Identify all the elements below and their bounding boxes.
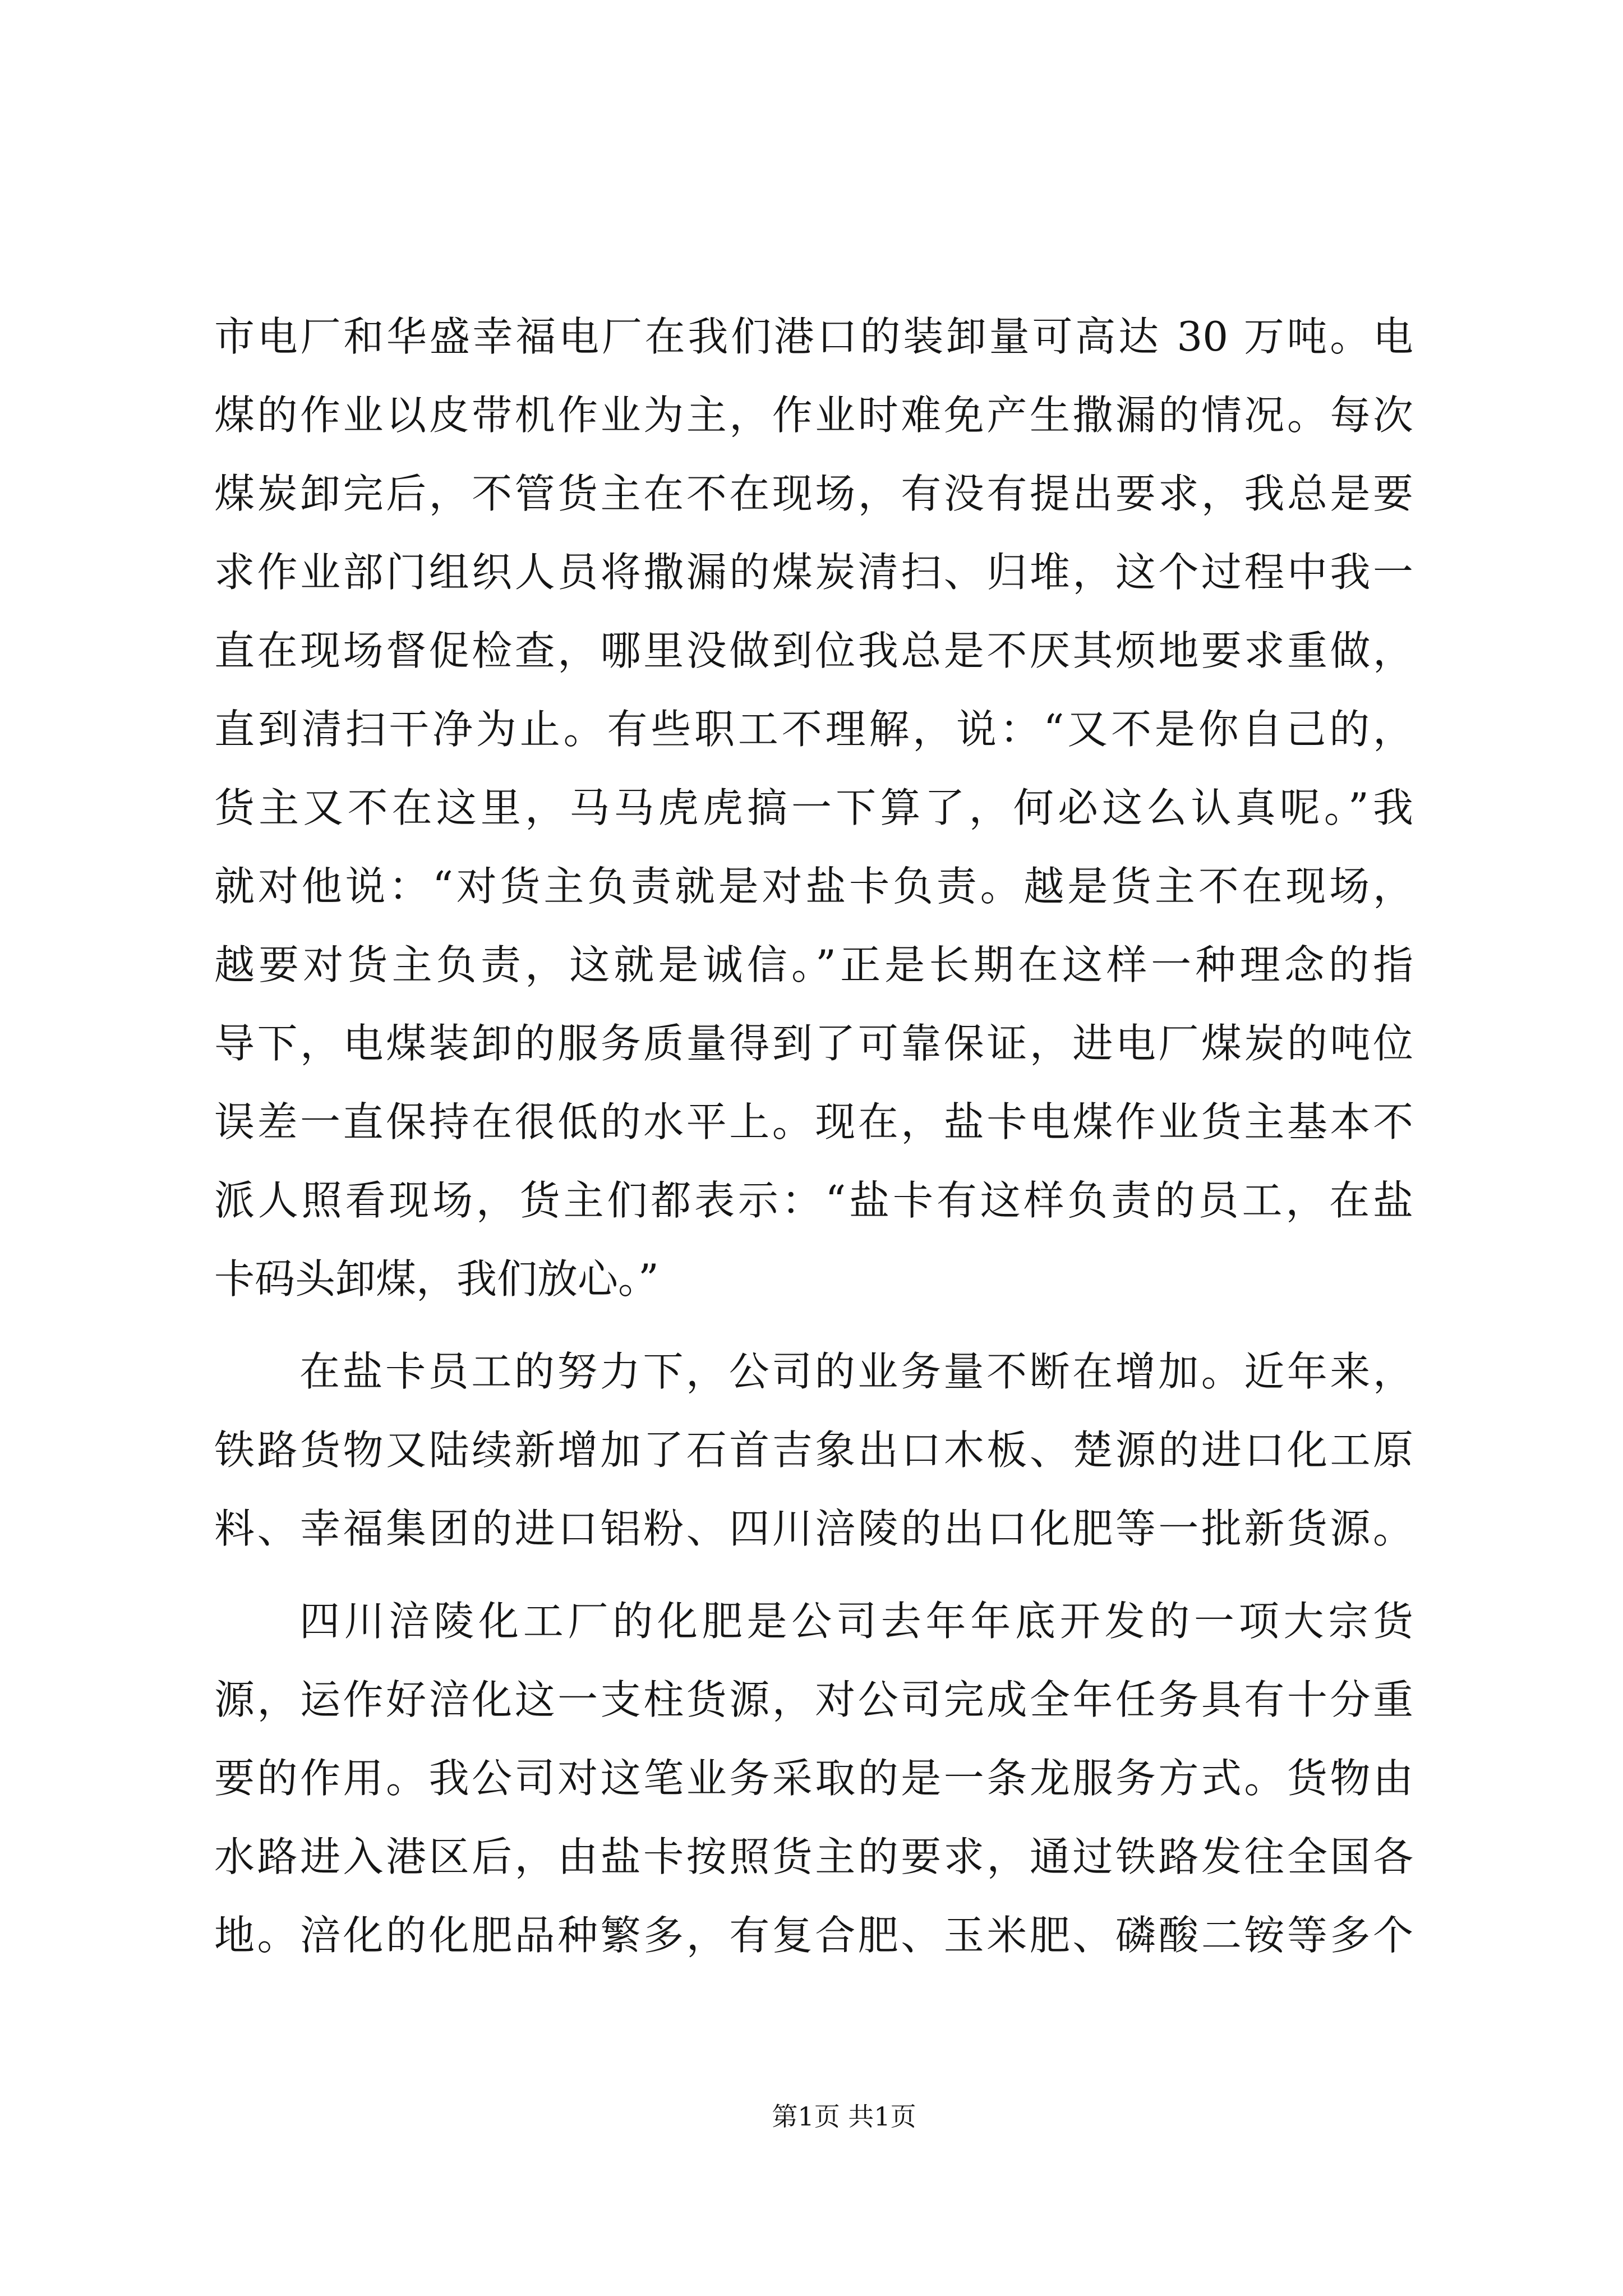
text-line: 水路进入港区后，由盐卡按照货主的要求，通过铁路发往全国各 [214, 1833, 1413, 1880]
text-line: 误差一直保持在很低的水平上。现在，盐卡电煤作业货主基本不 [214, 1098, 1413, 1145]
text-line: 卡码头卸煤，我们放心。” [214, 1255, 659, 1303]
paragraph [214, 1582, 1413, 1975]
text-line: 市电厂和华盛幸福电厂在我们港口的装卸量可高达 30 万吨。电 [214, 313, 1413, 360]
text-line: 铁路货物又陆续新增加了石首吉象出口木板、楚源的进口化工原 [214, 1427, 1413, 1474]
text-line: 煤的作业以皮带机作业为主，作业时难免产生撒漏的情况。每次 [214, 392, 1413, 439]
text-line: 派人照看现场，货主们都表示：“盐卡有这样负责的员工，在盐 [214, 1177, 1413, 1224]
text-line: 越要对货主负责，这就是诚信。”正是长期在这样一种理念的指 [214, 941, 1413, 988]
text-line: 货主又不在这里，马马虎虎搞一下算了，何必这么认真呢。”我 [214, 784, 1413, 831]
paragraph [214, 1332, 1413, 1568]
text-line: 就对他说：“对货主负责就是对盐卡负责。越是货主不在现场， [214, 863, 1413, 910]
text-line: 地。涪化的化肥品种繁多，有复合肥、玉米肥、磷酸二铵等多个 [214, 1912, 1413, 1959]
text-line: 四川涪陵化工厂的化肥是公司去年年底开发的一项大宗货 [299, 1598, 1413, 1645]
text-line: 源，运作好涪化这一支柱货源，对公司完成全年任务具有十分重 [214, 1676, 1413, 1723]
text-line: 直到清扫干净为止。有些职工不理解，说：“又不是你自己的， [214, 706, 1413, 753]
text-line: 要的作用。我公司对这笔业务采取的是一条龙服务方式。货物由 [214, 1755, 1413, 1802]
paragraph [214, 297, 1413, 1318]
text-line: 导下，电煤装卸的服务质量得到了可靠保证，进电厂煤炭的吨位 [214, 1020, 1413, 1067]
document-body [214, 297, 1413, 1975]
text-line: 直在现场督促检查，哪里没做到位我总是不厌其烦地要求重做， [214, 627, 1413, 674]
text-line: 料、幸福集团的进口铝粉、四川涪陵的出口化肥等一批新货源。 [214, 1505, 1413, 1552]
page-footer: 第1页 共1页 [772, 2101, 916, 2132]
text-line: 煤炭卸完后，不管货主在不在现场，有没有提出要求，我总是要 [214, 470, 1413, 517]
text-line: 求作业部门组织人员将撒漏的煤炭清扫、归堆，这个过程中我一 [214, 549, 1413, 596]
text-line: 在盐卡员工的努力下，公司的业务量不断在增加。近年来， [299, 1348, 1413, 1395]
